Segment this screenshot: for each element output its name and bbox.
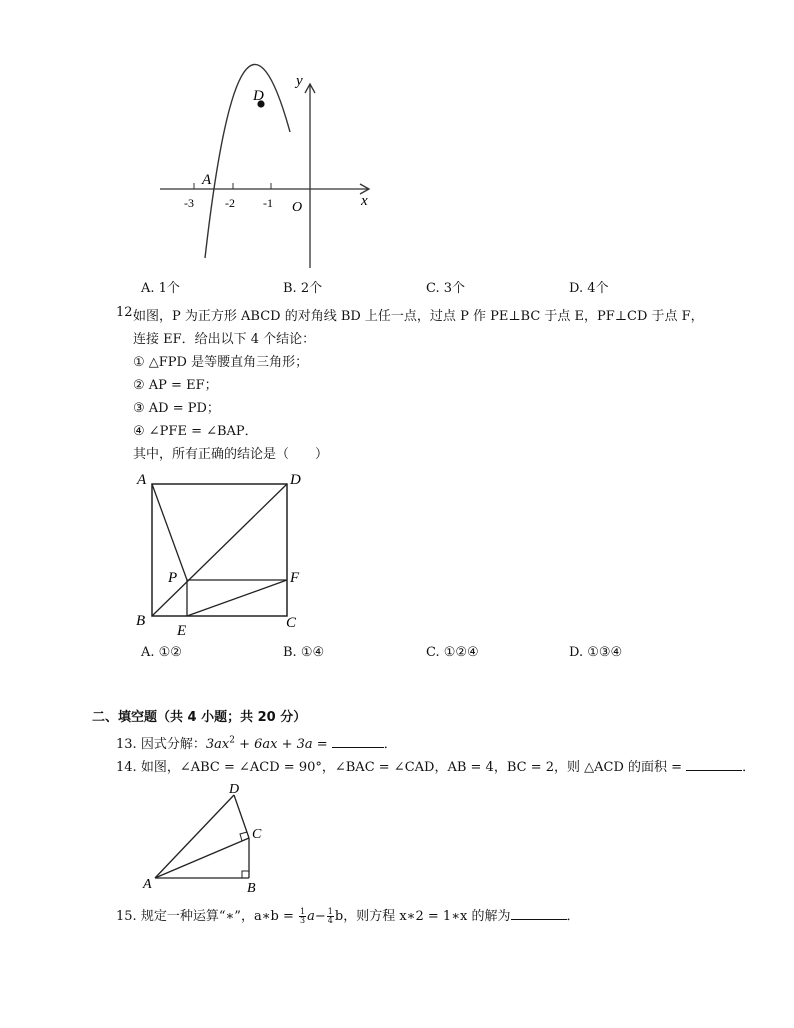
q13	[116, 733, 397, 752]
q12-line2: 连接 EF．给出以下 4 个结论：	[133, 332, 316, 347]
q15-end: ．	[566, 909, 580, 924]
triangle-figure	[0, 780, 794, 900]
label-e: E	[177, 623, 187, 639]
label-d: D	[290, 472, 301, 488]
tick-label-minus-3: -3	[184, 196, 194, 210]
q13-answer-blank[interactable]	[332, 735, 384, 748]
tick-label-minus-2: -2	[225, 196, 235, 210]
q12-line1: 如图，P 为正方形 ABCD 的对角线 BD 上任一点，过点 P 作 PE⊥BC 于点 E，PF⊥CD 于点 F，	[133, 309, 704, 324]
q14-text: 如图，∠ABC = ∠ACD = 90°，∠BAC = ∠CAD，AB = 4，BC = 2，则 △ACD 的面积 =	[140, 760, 687, 775]
q15-number: 15.	[116, 909, 137, 924]
q12-question: 其中，所有正确的结论是（ ）	[133, 447, 329, 462]
q12-number: 12.	[116, 305, 137, 320]
label-c: C	[286, 615, 297, 631]
q12-conclusion-2: ② AP = EF；	[133, 378, 218, 393]
q14-answer-blank[interactable]	[686, 758, 742, 771]
q15	[116, 905, 580, 925]
x-axis-label: x	[361, 193, 368, 209]
q12-conclusion-3: ③ AD = PD；	[133, 401, 220, 416]
q13-expr-b: + 6ax + 3a =	[234, 737, 332, 752]
q12-option-a[interactable]: A. ①②	[141, 645, 182, 660]
q14-end: ．	[742, 760, 756, 775]
q15-f1-num: 1	[300, 907, 306, 916]
label-f: F	[290, 570, 300, 586]
tick-label-minus-1: -1	[263, 196, 273, 210]
label-p: P	[168, 570, 178, 586]
q11-option-c[interactable]: C. 3个	[426, 281, 466, 296]
segment-ac	[155, 838, 249, 878]
q11-option-d[interactable]: D. 4个	[569, 281, 609, 296]
label-d2: D	[229, 782, 240, 797]
q15-fraction-1	[299, 908, 306, 925]
q12-option-d[interactable]: D. ①③④	[569, 645, 623, 660]
q15-mid: a−	[307, 909, 326, 924]
q15-suffix: b，则方程 x∗2 = 1∗x 的解为	[334, 909, 511, 924]
segment-ap	[152, 484, 187, 580]
origin-label: O	[292, 200, 303, 215]
q15-f2-num: 1	[327, 907, 333, 916]
q13-prefix: 因式分解：	[140, 737, 206, 752]
square-figure	[0, 460, 794, 660]
label-c2: C	[252, 827, 262, 842]
point-a-label: A	[202, 172, 212, 188]
q11-option-b[interactable]: B. 2个	[283, 281, 323, 296]
q15-prefix: 规定一种运算“∗”，a∗b =	[140, 909, 299, 924]
segment-cd	[234, 795, 249, 838]
q13-number: 13.	[116, 737, 137, 752]
segment-ad	[155, 795, 234, 878]
diagonal-bd	[152, 484, 287, 616]
section-2-title: 二、填空题（共 4 小题；共 20 分）	[92, 710, 307, 725]
parabola-curve	[205, 64, 290, 258]
point-d-label: D	[253, 88, 264, 104]
label-a2: A	[143, 877, 152, 892]
q12-conclusion-1: ① △FPD 是等腰直角三角形；	[133, 355, 309, 370]
q12-option-c[interactable]: C. ①②④	[426, 645, 479, 660]
y-axis-label: y	[296, 73, 303, 89]
right-angle-mark-b	[242, 871, 249, 878]
q15-answer-blank[interactable]	[511, 907, 567, 920]
q13-end: ．	[383, 737, 397, 752]
q12-conclusion-4: ④ ∠PFE = ∠BAP．	[133, 424, 258, 439]
q15-fraction-2	[327, 908, 334, 925]
q13-expr-a: 3ax	[205, 737, 230, 752]
q14	[116, 756, 755, 775]
q12-option-b[interactable]: B. ①④	[283, 645, 325, 660]
q13-exponent: 2	[229, 735, 235, 746]
parabola-graph	[0, 0, 794, 280]
label-b2: B	[247, 881, 256, 896]
q15-f2-den: 4	[327, 916, 333, 925]
q11-option-a[interactable]: A. 1个	[141, 281, 180, 296]
segment-ef	[187, 580, 287, 616]
label-b: B	[136, 613, 146, 629]
label-a: A	[137, 472, 147, 488]
q15-f1-den: 3	[300, 916, 306, 925]
q14-number: 14.	[116, 760, 137, 775]
